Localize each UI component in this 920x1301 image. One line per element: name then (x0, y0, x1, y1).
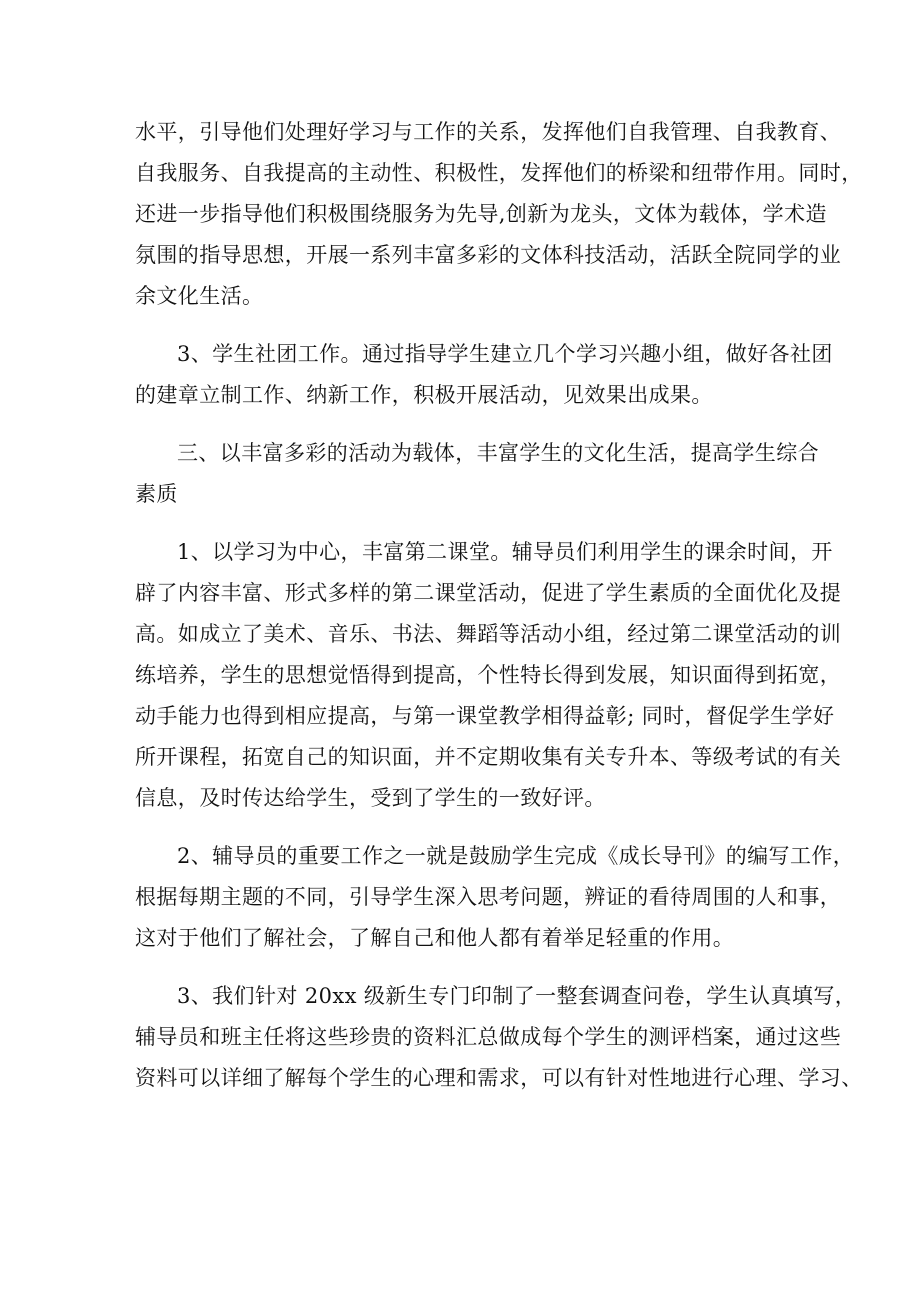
text-line: 动手能力也得到相应提高，与第一课堂教学相得益彰; 同时，督促学生学好 (135, 704, 835, 728)
text-line: 3、我们针对 20xx 级新生专门印制了一整套调查问卷，学生认真填写， (177, 984, 857, 1008)
document-page (135, 112, 863, 1116)
text-line: 资料可以详细了解每个学生的心理和需求，可以有针对性地进行心理、学习、 (135, 1066, 863, 1090)
text-line: 信息，及时传达给学生，受到了学生的一致好评。 (135, 786, 606, 810)
text-line: 1、以学习为中心，丰富第二课堂。辅导员们利用学生的课余时间，开 (177, 540, 833, 564)
paragraph-student-clubs (135, 334, 833, 416)
text-line: 余文化生活。 (135, 284, 264, 308)
paragraph-continued (135, 112, 863, 317)
paragraph-growth-guide (135, 836, 855, 959)
text-line: 三、以丰富多彩的活动为载体，丰富学生的文化生活，提高学生综合 (177, 441, 819, 465)
text-line: 水平，引导他们处理好学习与工作的关系，发挥他们自我管理、自我教育、 (135, 120, 842, 144)
text-line: 自我服务、自我提高的主动性、积极性，发挥他们的桥梁和纽带作用。同时， (135, 161, 863, 185)
text-line: 辅导员和班主任将这些珍贵的资料汇总做成每个学生的测评档案，通过这些 (135, 1025, 842, 1049)
text-line: 根据每期主题的不同，引导学生深入思考问题，辨证的看待周围的人和事， (135, 885, 842, 909)
paragraph-second-classroom (135, 532, 842, 819)
text-line: 2、辅导员的重要工作之一就是鼓励学生完成《成长导刊》的编写工作， (177, 844, 855, 868)
paragraph-survey (135, 976, 863, 1099)
text-line: 还进一步指导他们积极围绕服务为先导,创新为龙头，文体为载体，学术造 (135, 202, 827, 226)
text-line: 高。如成立了美术、音乐、书法、舞蹈等活动小组，经过第二课堂活动的训 (135, 622, 842, 646)
text-line: 3、学生社团工作。通过指导学生建立几个学习兴趣小组，做好各社团 (177, 342, 833, 366)
text-line: 的建章立制工作、纳新工作，积极开展活动，见效果出成果。 (135, 383, 713, 407)
text-line: 练培养，学生的思想觉悟得到提高，个性特长得到发展，知识面得到拓宽， (135, 663, 842, 687)
section-heading-three (135, 433, 819, 515)
text-line: 素质 (135, 482, 178, 506)
text-line: 辟了内容丰富、形式多样的第二课堂活动，促进了学生素质的全面优化及提 (135, 581, 842, 605)
text-line: 这对于他们了解社会，了解自己和他人都有着举足轻重的作用。 (135, 926, 735, 950)
text-line: 所开课程，拓宽自己的知识面，并不定期收集有关专升本、等级考试的有关 (135, 745, 842, 769)
text-line: 氛围的指导思想，开展一系列丰富多彩的文体科技活动，活跃全院同学的业 (135, 243, 842, 267)
